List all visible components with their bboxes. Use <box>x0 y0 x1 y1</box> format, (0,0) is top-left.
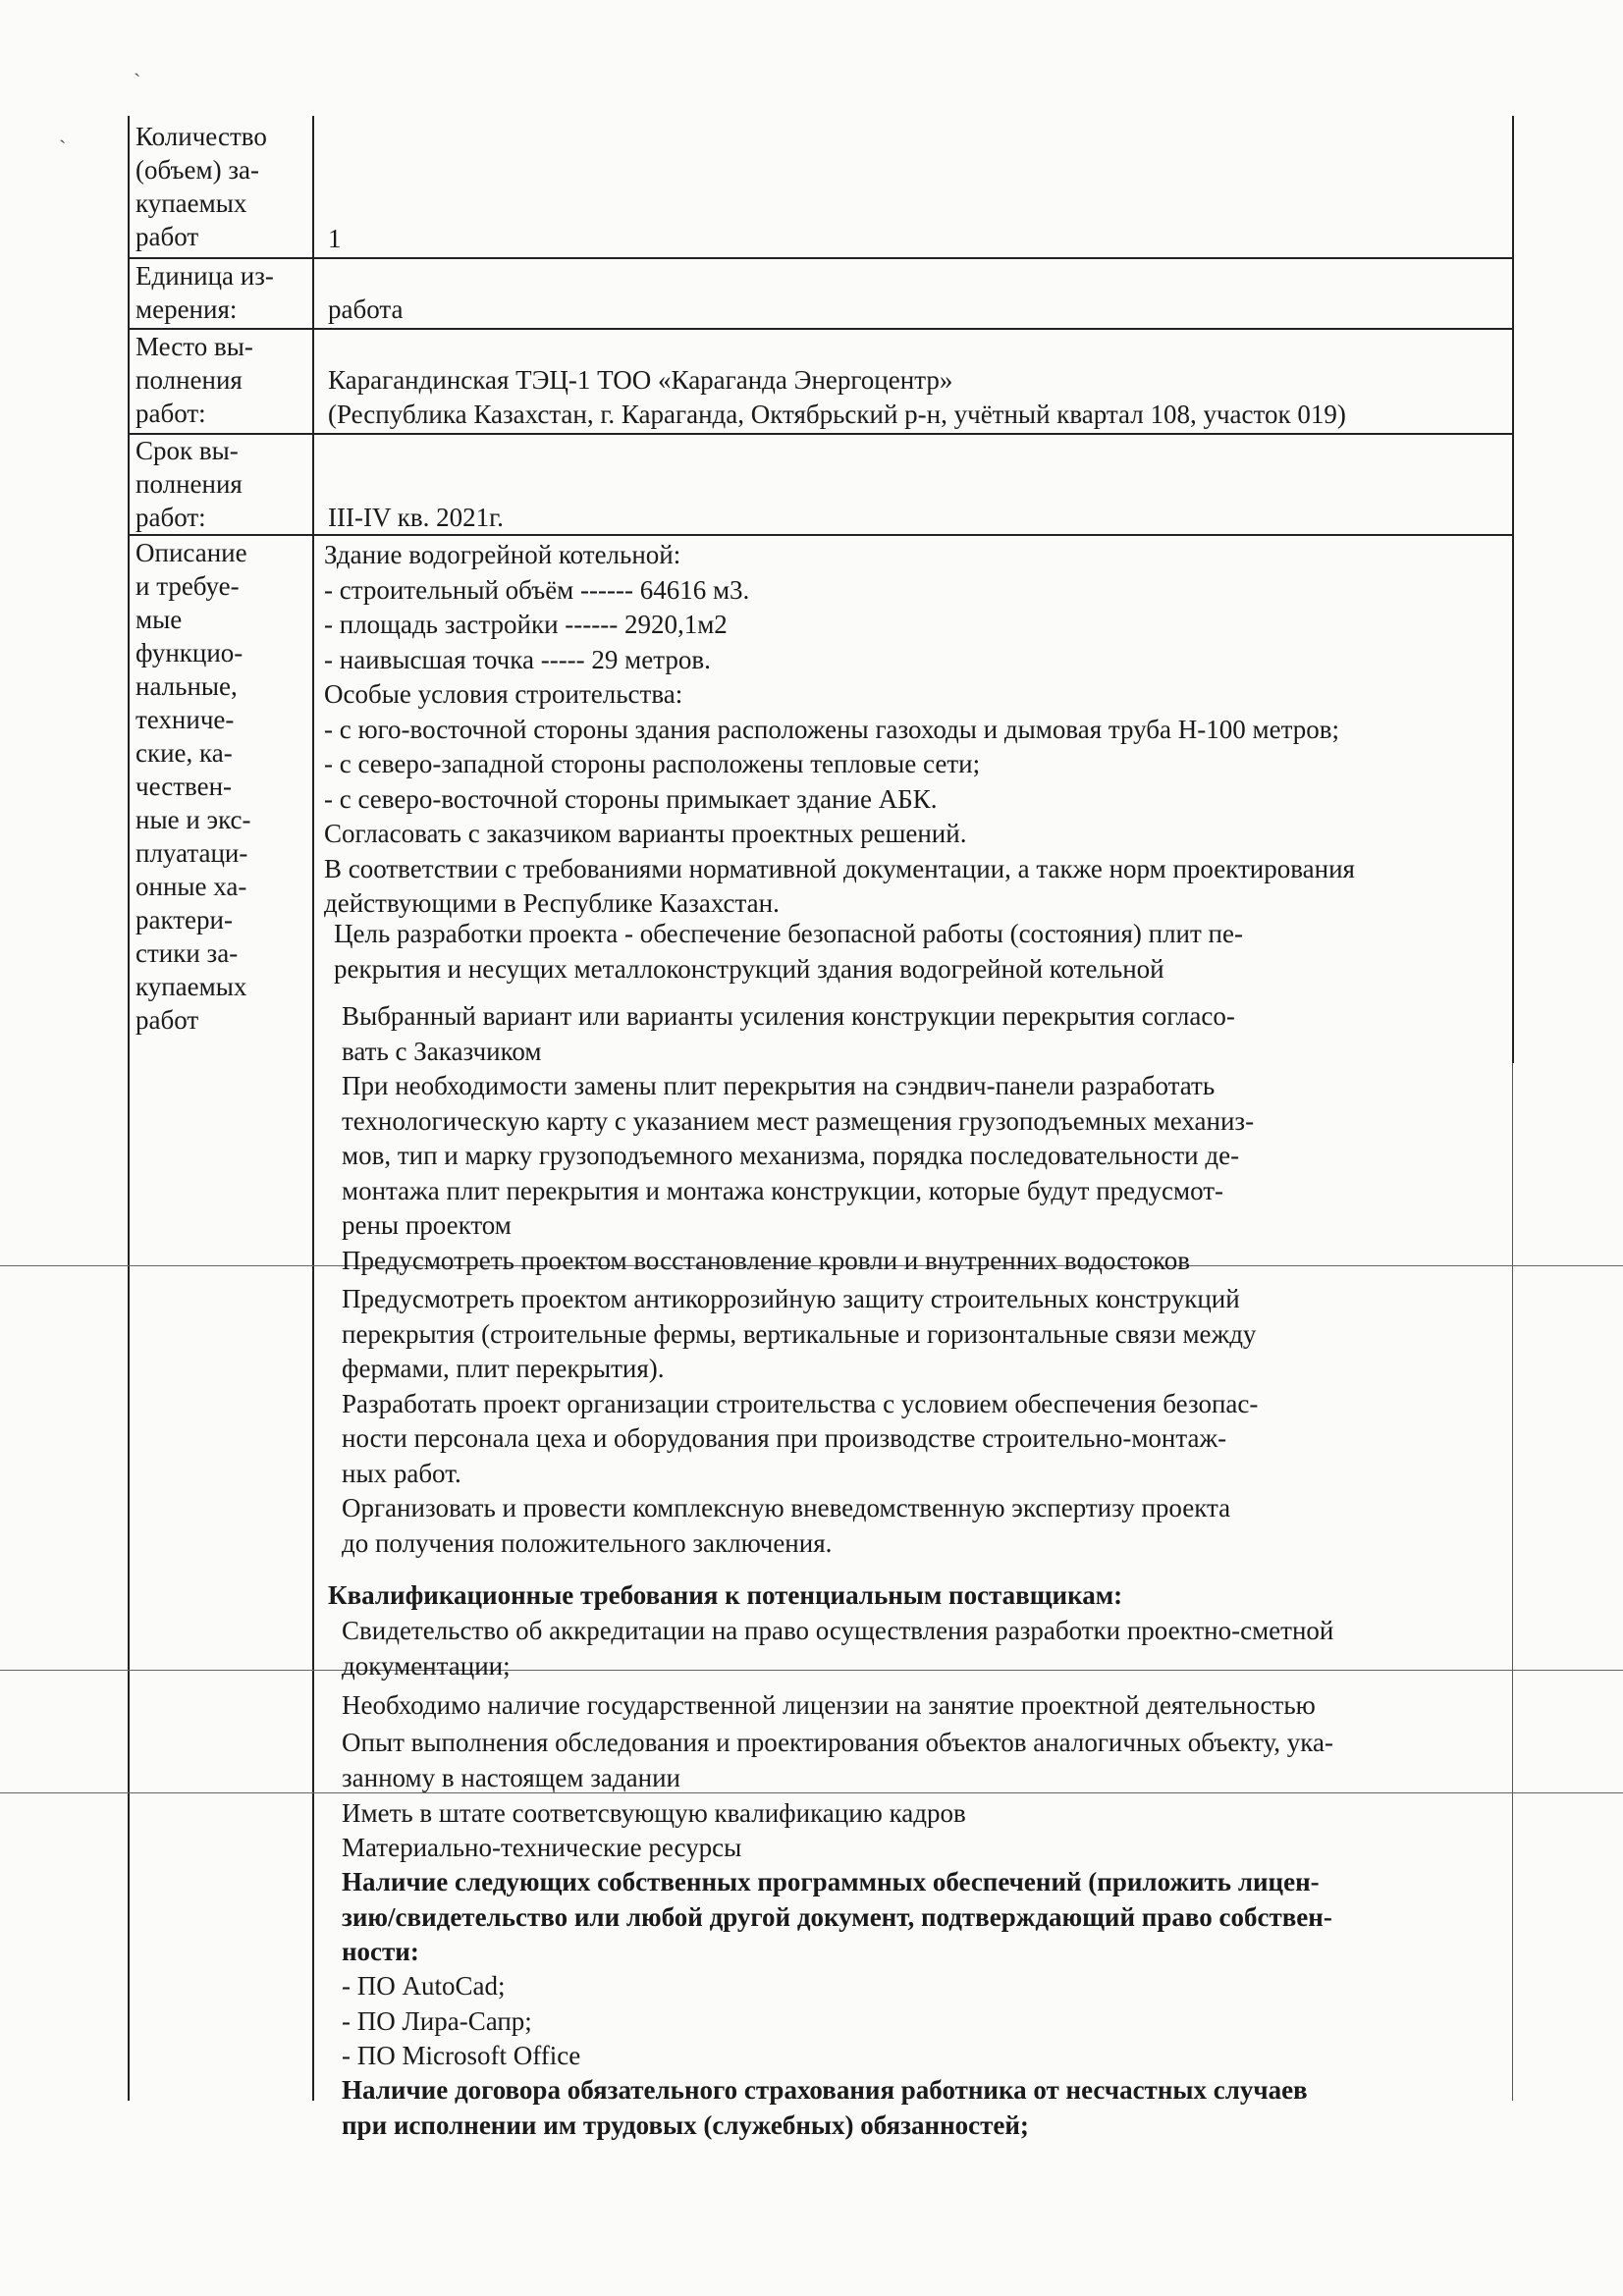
column-divider <box>312 116 314 2101</box>
row-value-unit: работа <box>328 294 404 324</box>
insurance-requirement: Наличие договора обязательного страхования работника от несчастных случаев при исполнении им трудовых (служебных) обязанностей; <box>342 2075 1308 2140</box>
description-intro: Здание водогрейной котельной: - строительный объём ------ 64616 м3. - площадь застройки ------ 2920,1м2 - наивысшая точка ----- 29 метров. Особые условия строительства: - с юго-восточной стороны здания расположены газоходы и дымовая труба Н-100 метров; - с северо-западной стороны расположены тепловые сети; - с северо-восточной стороны примыкает здание АБК. Согласовать с заказчиком варианты проектных решений. В соответствии с требованиями нормативной документации, а также норм проектирования действующими в Республике Казахстан. <box>324 540 1355 918</box>
scan-speck: ` <box>134 69 141 93</box>
row-label-period: Срок вы- полнения работ: <box>135 436 243 532</box>
row-label-unit: Единица из- мерения: <box>135 261 274 324</box>
row-label-quantity: Количество (объем) за- купаемых работ <box>135 122 267 251</box>
scan-speck: ` <box>59 135 67 160</box>
description-variants: Выбранный вариант или варианты усиления конструкции перекрытия согласо- вать с Заказчиком При необходимости замены плит перекрытия на сэндвич-панели разработать технологическую карту с указанием мест размещения грузоподъемных механиз- мов, тип и марку грузоподъемного механизма, порядка последовательности де- монтажа плит перекрытия и монтажа конструкции, которые будут предусмот- рены проектом Предусмотреть проектом восстановление кровли и внутренних водостоков <box>342 1001 1255 1275</box>
row-value-quantity: 1 <box>328 224 342 253</box>
row-label-location: Место вы- полнения работ: <box>135 332 253 428</box>
qualification-experience: Опыт выполнения обследования и проектирования объектов аналогичных объекту, ука- занному в настоящем задании <box>342 1728 1333 1792</box>
table-right-border-lower <box>1512 1063 1513 2101</box>
qualification-license: Необходимо наличие государственной лицензии на занятие проектной деятельностью <box>342 1690 1316 1720</box>
row-label-description: Описание и требуе- мые функцио- нальные, техниче- ские, ка- чествен- ные и экс- плуатаци- онные ха- рактери- стики за- купаемых работ <box>135 538 251 1035</box>
software-item: - ПО Лира-Сапр; <box>342 2005 532 2036</box>
software-list <box>342 1969 580 2074</box>
qualification-accreditation: Свидетельство об аккредитации на право осуществления разработки проектно-сметной документации; <box>342 1616 1334 1681</box>
description-corrosion: Предусмотреть проектом антикоррозийную защиту строительных конструкций перекрытия (строительные фермы, вертикальные и горизонтальные связи между фермами, плит перекрытия). Разработать проект организации строительства с условием обеспечения безопас- ности персонала цеха и оборудования при производстве строительно-монтаж- ных работ. Организовать и провести комплексную вневедомственную экспертизу проекта до получения положительного заключения. <box>342 1284 1259 1558</box>
qualification-staff: Иметь в штате соответсвующую квалификацию кадров <box>342 1798 966 1828</box>
software-heading: Наличие следующих собственных программных обеспечений (приложить лицен- зию/свидетельство или любой другой документ, подтверждающий право собствен- ности: <box>342 1867 1332 1966</box>
table-left-border <box>128 116 130 2101</box>
row-divider <box>128 257 1514 259</box>
software-item: - ПО Microsoft Office <box>342 2041 581 2070</box>
description-goal: Цель разработки проекта - обеспечение безопасной работы (состояния) плит пе- рекрытия и несущих металлоконструкций здания водогрейной котельной <box>334 919 1243 984</box>
row-value-location: Карагандинская ТЭЦ-1 ТОО «Караганда Энергоцентр» (Республика Казахстан, г. Караганда, Октябрьский р-н, учётный квартал 108, участок 019) <box>328 365 1346 429</box>
row-divider <box>128 328 1514 330</box>
row-divider <box>128 433 1514 435</box>
row-value-period: III-IV кв. 2021г. <box>328 503 504 532</box>
qualification-resources: Материально-технические ресурсы <box>342 1833 742 1862</box>
software-item: - ПО AutoCad; <box>342 1971 506 2001</box>
qualification-heading: Квалификационные требования к потенциальным поставщикам: <box>328 1580 1123 1610</box>
